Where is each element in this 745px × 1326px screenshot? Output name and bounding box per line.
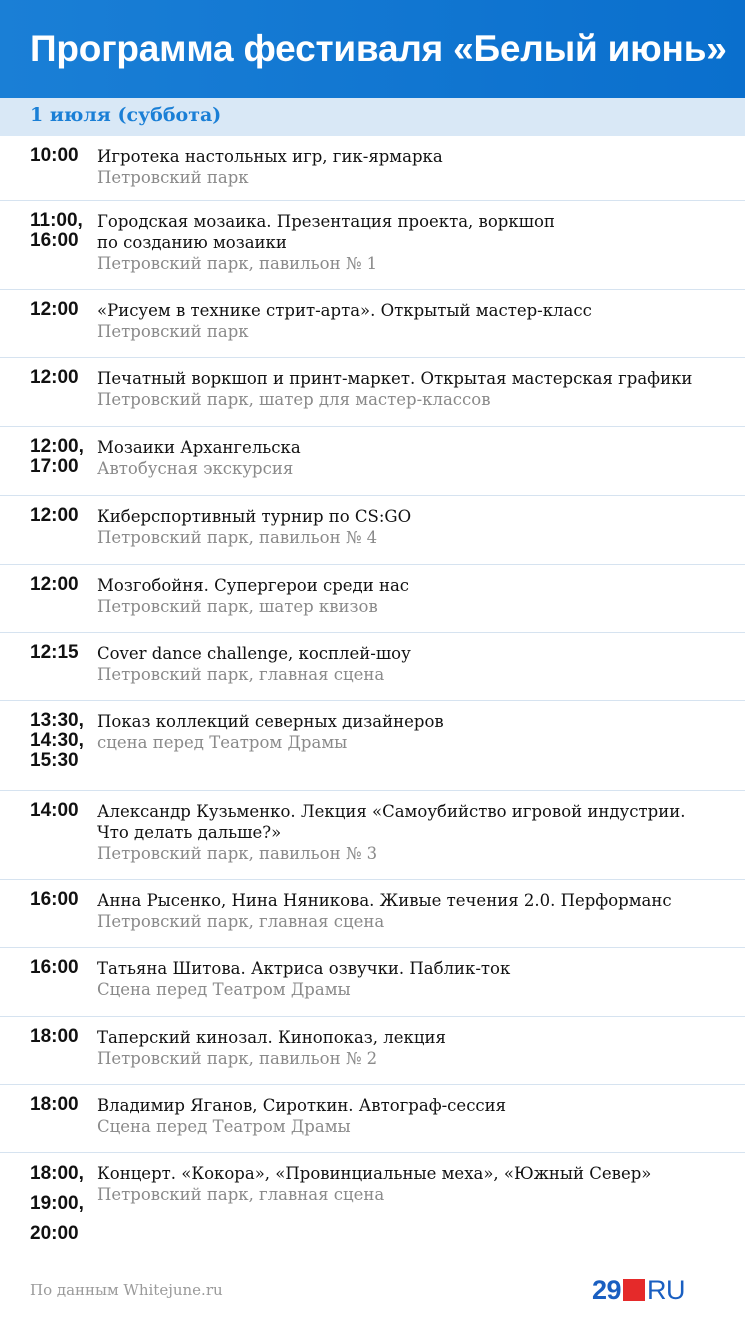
event-title-line: Татьяна Шитова. Актриса озвучки. Паблик-ток <box>97 959 511 978</box>
event-row <box>0 948 745 1017</box>
event-place: Автобусная экскурсия <box>97 459 294 478</box>
event-time-value: 12:15 <box>30 642 79 663</box>
source-note: По данным Whitejune.ru <box>30 1281 223 1299</box>
event-place: Петровский парк, павильон № 3 <box>97 844 378 863</box>
event-time-value: 14:30, <box>30 730 84 751</box>
event-place: Сцена перед Театром Драмы <box>97 980 351 999</box>
event-place: Петровский парк <box>97 168 249 187</box>
event-place: Петровский парк, павильон № 4 <box>97 528 378 547</box>
event-place: Петровский парк, шатер для мастер-классов <box>97 390 491 409</box>
event-time <box>30 211 94 251</box>
event-title <box>97 506 717 527</box>
event-time <box>30 300 94 320</box>
event-time-value: 14:00 <box>30 800 79 821</box>
event-time-value: 20:00 <box>30 1223 79 1244</box>
logo-square-icon <box>623 1279 645 1301</box>
event-title <box>97 146 717 167</box>
event-time <box>30 146 94 166</box>
event-time <box>30 1159 94 1249</box>
event-place: Петровский парк, павильон № 1 <box>97 254 378 273</box>
event-title-line: Показ коллекций северных дизайнеров <box>97 712 444 731</box>
event-title-line: Александр Кузьменко. Лекция «Самоубийство игровой индустрии. <box>97 802 686 821</box>
event-row <box>0 565 745 633</box>
event-time <box>30 801 94 821</box>
event-time-value: 11:00, <box>30 210 83 231</box>
event-title-line: Анна Рысенко, Нина Няникова. Живые течения 2.0. Перформанс <box>97 891 672 910</box>
event-place: Петровский парк, главная сцена <box>97 1185 385 1204</box>
event-place: Петровский парк, главная сцена <box>97 912 385 931</box>
event-time <box>30 575 94 595</box>
event-title <box>97 368 717 389</box>
event-title <box>97 300 717 321</box>
event-time-value: 18:00 <box>30 1026 79 1047</box>
event-time-value: 18:00, <box>30 1163 84 1184</box>
event-title-line: «Рисуем в технике стрит-арта». Открытый мастер-класс <box>97 301 592 320</box>
event-place: Петровский парк, павильон № 2 <box>97 1049 378 1068</box>
event-title-line: Мозгобойня. Супергерои среди нас <box>97 576 410 595</box>
event-title <box>97 1095 717 1116</box>
event-time-value: 12:00 <box>30 574 79 595</box>
event-row <box>0 701 745 791</box>
event-title-line: Таперский кинозал. Кинопоказ, лекция <box>97 1028 446 1047</box>
event-title <box>97 1027 717 1048</box>
event-time <box>30 1095 94 1115</box>
event-place: сцена перед Театром Драмы <box>97 733 348 752</box>
event-time <box>30 368 94 388</box>
event-time-value: 16:00 <box>30 957 79 978</box>
event-place: Петровский парк <box>97 322 249 341</box>
event-time-value: 12:00 <box>30 367 79 388</box>
event-time-value: 10:00 <box>30 145 79 166</box>
event-time <box>30 506 94 526</box>
event-row <box>0 290 745 358</box>
event-time-value: 13:30, <box>30 710 84 731</box>
event-time-value: 18:00 <box>30 1094 79 1115</box>
event-row <box>0 633 745 701</box>
event-place: Петровский парк, шатер квизов <box>97 597 378 616</box>
event-row <box>0 791 745 880</box>
event-title <box>97 958 717 979</box>
event-title-line: Мозаики Архангельска <box>97 438 301 457</box>
event-title-line: Концерт. «Кокора», «Провинциальные меха», «Южный Север» <box>97 1164 652 1183</box>
event-title-line: по созданию мозаики <box>97 233 287 252</box>
event-title-line: Владимир Яганов, Сироткин. Автограф-сессия <box>97 1096 507 1115</box>
event-time <box>30 1027 94 1047</box>
event-title <box>97 211 717 253</box>
event-time-value: 17:00 <box>30 456 79 477</box>
event-title-line: Печатный воркшоп и принт-маркет. Открытая мастерская графики <box>97 369 693 388</box>
event-time-value: 12:00 <box>30 505 79 526</box>
event-title <box>97 575 717 596</box>
event-title-line: Киберспортивный турнир по CS:GO <box>97 507 412 526</box>
event-row <box>0 201 745 290</box>
event-title <box>97 437 717 458</box>
event-title <box>97 890 717 911</box>
event-time-value: 16:00 <box>30 230 79 251</box>
event-time-value: 16:00 <box>30 889 79 910</box>
event-time-value: 15:30 <box>30 750 79 771</box>
event-row <box>0 496 745 565</box>
event-time <box>30 437 94 477</box>
event-row <box>0 1153 745 1268</box>
event-time-value: 12:00, <box>30 436 84 457</box>
event-title-line: Городская мозаика. Презентация проекта, воркшоп <box>97 212 555 231</box>
event-time <box>30 890 94 910</box>
event-title-line: Что делать дальше?» <box>97 823 282 842</box>
site-logo[interactable] <box>592 1275 685 1305</box>
logo-number: 29 <box>592 1274 622 1305</box>
event-title <box>97 1163 717 1184</box>
event-title <box>97 711 717 732</box>
event-row <box>0 880 745 948</box>
event-row <box>0 136 745 201</box>
event-title-line: Cover dance challenge, косплей-шоу <box>97 644 411 663</box>
event-row <box>0 358 745 427</box>
event-title <box>97 643 717 664</box>
event-time <box>30 711 94 771</box>
page-title: Программа фестиваля «Белый июнь» <box>30 28 727 69</box>
date-band <box>0 98 745 136</box>
event-row <box>0 1017 745 1085</box>
event-time <box>30 643 94 663</box>
date-label: 1 июля (суббота) <box>30 104 222 126</box>
logo-domain: RU <box>647 1274 686 1305</box>
header-banner <box>0 0 745 98</box>
event-time-value: 12:00 <box>30 299 79 320</box>
event-time <box>30 958 94 978</box>
event-time-value: 19:00, <box>30 1193 84 1214</box>
event-row <box>0 427 745 496</box>
event-row <box>0 1085 745 1153</box>
event-place: Сцена перед Театром Драмы <box>97 1117 351 1136</box>
event-title-line: Игротека настольных игр, гик-ярмарка <box>97 147 443 166</box>
event-title <box>97 801 717 843</box>
event-place: Петровский парк, главная сцена <box>97 665 385 684</box>
